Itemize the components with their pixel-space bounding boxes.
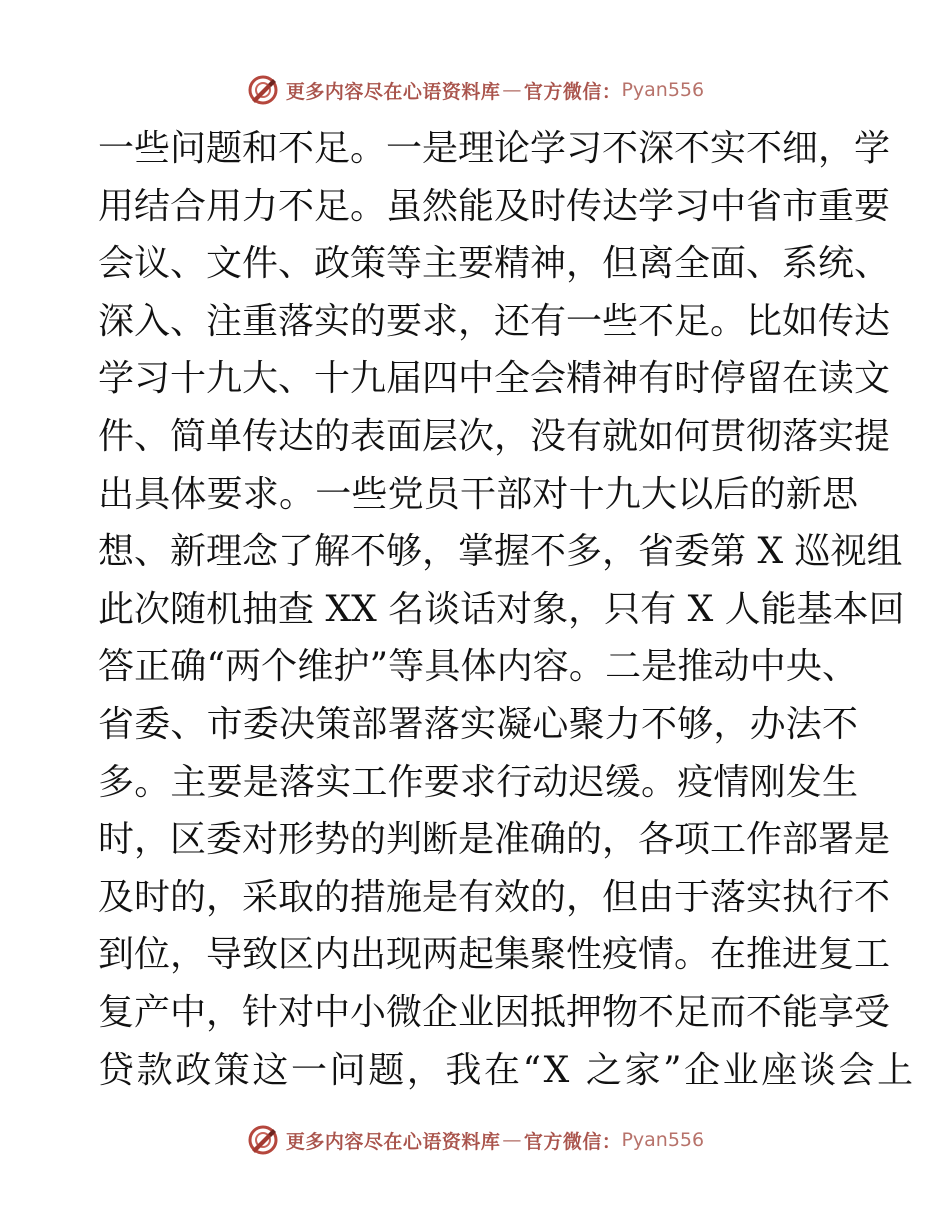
paragraph-line: 会议、文件、政策等主要精神，但离全面、系统、 [98, 243, 891, 285]
footer-watermark-banner [0, 1120, 950, 1160]
header-watermark-banner [0, 70, 950, 110]
paragraph-line: 贷款政策这一问题，我在“X 之家”企业座谈会上 [98, 1049, 916, 1091]
pen-logo-icon [246, 1123, 280, 1157]
document-paragraph [98, 120, 916, 1099]
paragraph-line: 答正确“两个维护”等具体内容。二是推动中央、 [98, 646, 858, 688]
watermark-brand-text: 更多内容尽在心语资料库 [285, 1130, 501, 1153]
paragraph-line: 到位，导致区内出现两起集聚性疫情。在推进复工 [98, 934, 891, 976]
watermark-separator: — [502, 1129, 522, 1151]
watermark-wechat-id: Pyan556 [621, 79, 705, 101]
watermark-brand-text: 更多内容尽在心语资料库 [285, 80, 501, 103]
pen-logo-icon [246, 73, 280, 107]
paragraph-line: 一些问题和不足。一是理论学习不深不实不细，学 [98, 128, 891, 169]
paragraph-line: 时，区委对形势的判断是准确的，各项工作部署是 [98, 819, 891, 861]
paragraph-line: 此次随机抽查 XX 名谈话对象，只有 X 人能基本回 [98, 588, 905, 630]
paragraph-line: 及时的，采取的措施是有效的，但由于落实执行不 [98, 876, 891, 918]
watermark-separator: — [502, 79, 522, 101]
paragraph-line: 深入、注重落实的要求，还有一些不足。比如传达 [98, 300, 891, 342]
watermark-wechat-label: 官方微信： [523, 80, 622, 103]
paragraph-line: 多。主要是落实工作要求行动迟缓。疫情刚发生 [98, 761, 858, 803]
watermark-wechat-label: 官方微信： [523, 1130, 622, 1153]
paragraph-line: 想、新理念了解不够，掌握不多，省委第 X 巡视组 [98, 531, 903, 573]
watermark-wechat-id: Pyan556 [621, 1129, 705, 1151]
paragraph-line: 用结合用力不足。虽然能及时传达学习中省市重要 [98, 185, 891, 227]
paragraph-line: 省委、市委决策部署落实凝心聚力不够，办法不 [98, 703, 858, 745]
paragraph-line: 件、简单传达的表面层次，没有就如何贯彻落实提 [98, 415, 891, 457]
paragraph-line: 出具体要求。一些党员干部对十九大以后的新思 [98, 473, 858, 515]
paragraph-line: 复产中，针对中小微企业因抵押物不足而不能享受 [98, 991, 891, 1033]
paragraph-line: 学习十九大、十九届四中全会精神有时停留在读文 [98, 358, 891, 400]
